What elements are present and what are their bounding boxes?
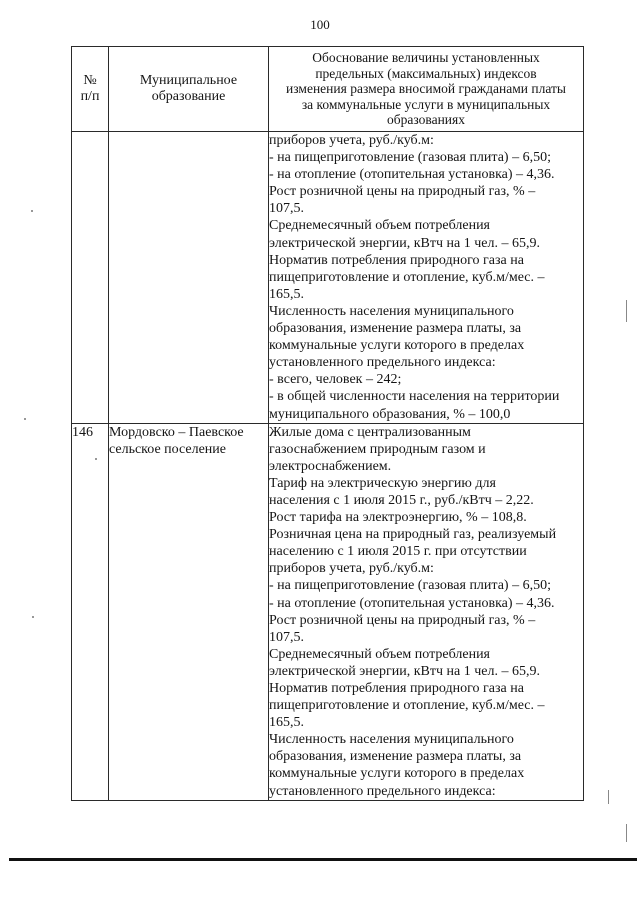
basis-line: газоснабжением природным газом и — [269, 441, 486, 457]
row-number — [72, 132, 109, 424]
basis-line: Среднемесячный объем потребления — [269, 646, 490, 662]
basis-line: 107,5. — [269, 629, 304, 645]
basis-line: Норматив потребления природного газа на — [269, 681, 524, 696]
municipality-line: Мордовско – Паевское — [109, 424, 244, 440]
table-header-row — [72, 47, 584, 132]
scan-bottom-border — [9, 858, 637, 861]
basis-line: населения с 1 июля 2015 г., руб./кВтч – 2,22. — [269, 492, 534, 508]
basis-line: населению с 1 июля 2015 г. при отсутствии — [269, 544, 527, 560]
header-municipality-line: образование — [151, 89, 226, 104]
scan-margin-mark — [608, 790, 609, 804]
header-number-symbol: № — [83, 73, 97, 88]
basis-line: коммунальные услуги которого в пределах — [269, 338, 525, 354]
basis-line: установленного предельного индекса: — [269, 355, 496, 371]
scan-margin-mark — [626, 300, 627, 322]
header-basis-line: за коммунальные услуги в муниципальных — [301, 96, 551, 112]
header-municipality-line: Муниципальное — [139, 73, 238, 88]
basis-line: Рост розничной цены на природный газ, % – — [269, 612, 536, 628]
row-municipality — [109, 423, 269, 800]
row-basis — [269, 423, 584, 800]
basis-line: 165,5. — [269, 715, 304, 731]
table-row — [72, 132, 584, 424]
header-basis-line: образованиях — [387, 112, 465, 128]
scan-speck — [24, 418, 26, 420]
basis-line: Рост розничной цены на природный газ, % – — [269, 184, 536, 200]
basis-line: приборов учета, руб./куб.м: — [269, 561, 434, 577]
basis-line: 107,5. — [269, 201, 304, 217]
scan-speck — [31, 210, 33, 212]
basis-line: Жилые дома с централизованным — [269, 424, 471, 440]
header-basis-line: Обоснование величины установленных — [312, 50, 540, 66]
header-basis-line: предельных (максимальных) индексов — [315, 65, 537, 81]
basis-line: пищеприготовление и отопление, куб.м/мес. – — [269, 698, 545, 714]
row-municipality — [109, 132, 269, 424]
basis-line: приборов учета, руб./куб.м: — [269, 133, 434, 148]
scan-speck — [95, 458, 97, 460]
basis-line: Численность населения муниципального — [269, 732, 514, 748]
basis-line: муниципального образования, % – 100,0 — [269, 406, 511, 422]
basis-line: - на отопление (отопительная установка) – 4,36. — [269, 595, 555, 611]
basis-line: установленного предельного индекса: — [269, 783, 496, 799]
basis-line: Рост тарифа на электроэнергию, % – 108,8. — [269, 510, 527, 526]
basis-line: Численность населения муниципального — [269, 303, 514, 319]
basis-line: электрической энергии, кВтч на 1 чел. – 65,9. — [269, 235, 540, 251]
basis-line: коммунальные услуги которого в пределах — [269, 766, 525, 782]
basis-line: пищеприготовление и отопление, куб.м/мес. – — [269, 269, 545, 285]
basis-line: - на отопление (отопительная установка) – 4,36. — [269, 167, 555, 183]
header-municipality — [109, 47, 269, 132]
header-basis — [269, 47, 584, 132]
scan-margin-mark — [626, 824, 627, 842]
basis-line: - на пищеприготовление (газовая плита) – 6,50; — [269, 578, 551, 594]
basis-line: - в общей численности населения на территории — [269, 389, 560, 405]
table-row — [72, 423, 584, 800]
page-number: 100 — [310, 17, 330, 32]
basis-line: образования, изменение размера платы, за — [269, 321, 522, 337]
header-number-abbrev: п/п — [80, 89, 100, 104]
basis-line: Норматив потребления природного газа на — [269, 252, 524, 268]
basis-line: образования, изменение размера платы, за — [269, 749, 522, 765]
scan-speck — [32, 616, 34, 618]
basis-line: 165,5. — [269, 286, 304, 302]
basis-line: электрической энергии, кВтч на 1 чел. – 65,9. — [269, 663, 540, 679]
row-number: 146 — [72, 423, 109, 800]
municipality-line: сельское поселение — [109, 441, 226, 457]
header-basis-line: изменения размера вносимой гражданами платы — [286, 81, 566, 97]
basis-line: Среднемесячный объем потребления — [269, 218, 490, 234]
basis-line: электроснабжением. — [269, 458, 392, 474]
basis-line: Розничная цена на природный газ, реализуемый — [269, 527, 557, 543]
row-basis — [269, 132, 584, 424]
indices-table — [71, 46, 584, 801]
basis-line: Тариф на электрическую энергию для — [269, 475, 496, 491]
header-number — [72, 47, 109, 132]
basis-line: - на пищеприготовление (газовая плита) – 6,50; — [269, 150, 551, 166]
basis-line: - всего, человек – 242; — [269, 372, 402, 388]
